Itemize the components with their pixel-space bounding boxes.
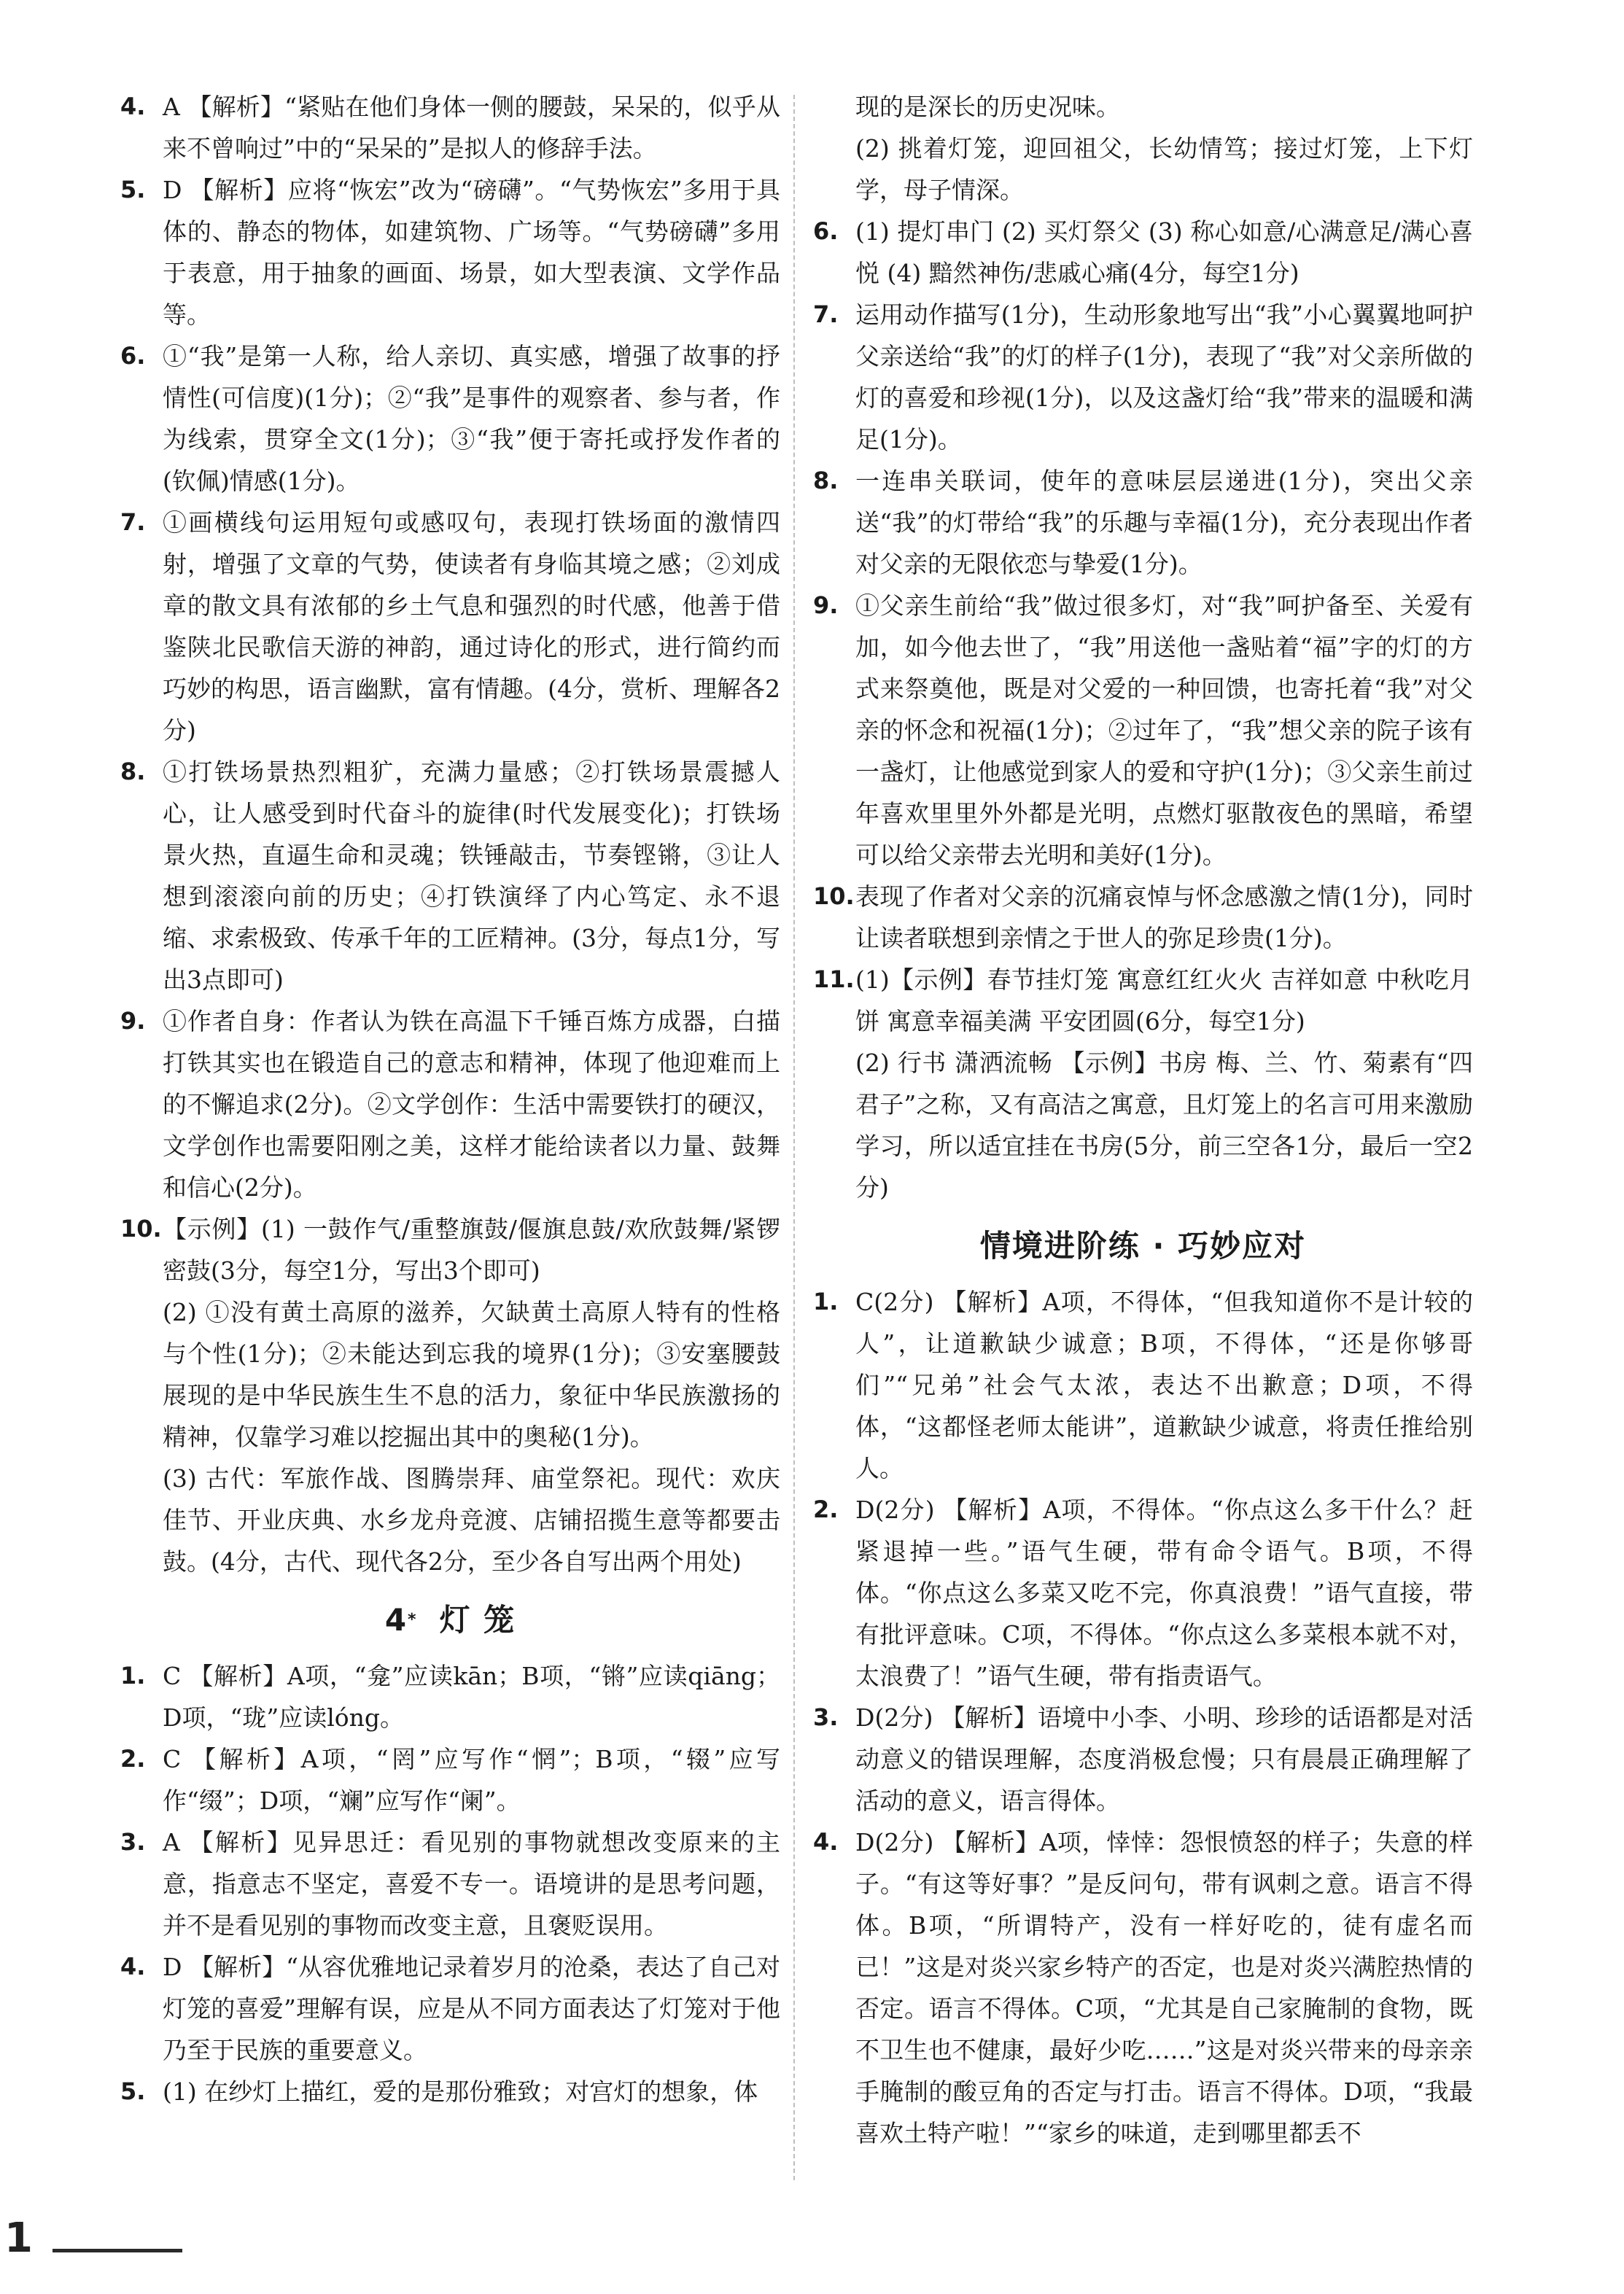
answer-text: C 【解析】A项，“罔”应写作“惘”；B项，“辍”应写作“缀”；D项，“斓”应写作“阑”。 [163, 1745, 780, 1815]
answer-item [120, 1738, 780, 1821]
answer-text: D 【解析】“从容优雅地记录着岁月的沧桑，表达了自己对灯笼的喜爱”理解有误，应是从不同方面表达了灯笼对于他乃至于民族的重要意义。 [163, 1953, 780, 2064]
answer-item [120, 1655, 780, 1738]
answer-text: 表现了作者对父亲的沉痛哀悼与怀念感激之情(1分)，同时让读者联想到亲情之于世人的弥足珍贵(1分)。 [855, 882, 1473, 952]
answer-number: 6. [813, 217, 839, 245]
lesson-title [120, 1598, 780, 1642]
answer-text: C 【解析】A项，“龛”应读kān；B项，“锵”应读qiāng；D项，“珑”应读lóng。 [163, 1662, 780, 1732]
continued-text-1: 现的是深长的历史况味。 [855, 93, 1120, 121]
left-answers-bottom [120, 1655, 780, 2112]
answer-item [813, 1821, 1473, 2154]
answer-text: (1) 在纱灯上描红，爱的是那份雅致；对宫灯的想象，体 [163, 2077, 758, 2106]
answer-number: 1. [813, 1288, 839, 1315]
answer-number: 9. [813, 591, 839, 619]
answer-item [813, 1281, 1473, 1489]
answer-text: (1) 提灯串门 (2) 买灯祭父 (3) 称心如意/心满意足/满心喜悦 (4) 黯然神伤/悲戚心痛(4分，每空1分) [855, 217, 1473, 287]
answer-number: 7. [120, 508, 146, 536]
answer-text: ①作者自身：作者认为铁在高温下千锤百炼方成器，白描打铁其实也在锻造自己的意志和精神，体现了他迎难而上的不懈追求(2分)。②文学创作：生活中需要铁打的硬汉，文学创作也需要阳刚之美，这样才能给读者以力量、鼓舞和信心(2分)。 [163, 1007, 780, 1202]
answer-text: D(2分) 【解析】语境中小李、小明、珍珍的话语都是对活动意义的错误理解，态度消极怠慢；只有晨晨正确理解了活动的意义，语言得体。 [855, 1703, 1473, 1815]
answer-item [120, 1000, 780, 1208]
answer-number: 5. [120, 2077, 146, 2105]
answer-item [813, 294, 1473, 460]
right-answers-bottom [813, 1281, 1473, 2154]
answer-item [120, 169, 780, 335]
answer-item [813, 1489, 1473, 1697]
answer-item [813, 211, 1473, 294]
answer-item [120, 1208, 780, 1582]
answer-number: 5. [120, 176, 146, 203]
answer-text: A 【解析】“紧贴在他们身体一侧的腰鼓，呆呆的，似乎从来不曾响过”中的“呆呆的”是拟人的修辞手法。 [163, 93, 780, 163]
answer-text: A 【解析】见异思迁：看见别的事物就想改变原来的主意，指意志不坚定，喜爱不专一。语境讲的是思考问题，并不是看见别的事物而改变主意，且褒贬误用。 [163, 1828, 780, 1940]
answer-number: 4. [120, 93, 146, 120]
answer-text: ①“我”是第一人称，给人亲切、真实感，增强了故事的抒情性(可信度)(1分)；②“我”是事件的观察者、参与者，作为线索，贯穿全文(1分)；③“我”便于寄托或抒发作者的(钦佩)情感(1分)。 [163, 342, 780, 495]
answer-text: ①打铁场景热烈粗犷，充满力量感；②打铁场景震撼人心，让人感受到时代奋斗的旋律(时代发展变化)；打铁场景火热，直逼生命和灵魂；铁锤敲击，节奏铿锵，③让人想到滚滚向前的历史；④打铁演绎了内心笃定、永不退缩、求索极致、传承千年的工匠精神。(3分，每点1分，写出3点即可) [163, 758, 780, 994]
answer-item [120, 1821, 780, 1946]
right-answers-top [813, 211, 1473, 1208]
answer-item [120, 751, 780, 1000]
answer-text: ①画横线句运用短句或感叹句，表现打铁场面的激情四射，增强了文章的气势，使读者有身临其境之感；②刘成章的散文具有浓郁的乡土气息和强烈的时代感，他善于借鉴陕北民歌信天游的神韵，通过诗化的形式，进行简约而巧妙的构思，语言幽默，富有情趣。(4分，赏析、理解各2分) [163, 508, 780, 744]
answer-text: D(2分) 【解析】A项，不得体。“你点这么多干什么？赶紧退掉一些。”语气生硬，带有命令语气。B项，不得体。“你点这么多菜又吃不完，你真浪费！”语气直接，带有批评意味。C项，不得体。“你点这么多菜根本就不对，太浪费了！”语气生硬，带有指责语气。 [855, 1496, 1473, 1690]
answer-number: 2. [813, 1496, 839, 1523]
answer-item [120, 1946, 780, 2071]
answer-subpart: (3) 古代：军旅作战、图腾崇拜、庙堂祭祀。现代：欢庆佳节、开业庆典、水乡龙舟竞渡、店铺招揽生意等都要击鼓。(4分，古代、现代各2分，至少各自写出两个用处) [163, 1464, 780, 1576]
answer-number: 11. [813, 965, 855, 993]
answer-number: 4. [813, 1828, 839, 1856]
answer-item [120, 2071, 780, 2112]
answer-subpart: (2) 行书 潇洒流畅 【示例】书房 梅、兰、竹、菊素有“四君子”之称，又有高洁之寓意，且灯笼上的名言可用来激励学习，所以适宜挂在书房(5分，前三空各1分，最后一空2分) [855, 1049, 1473, 1202]
page-number: 1 [4, 2215, 33, 2262]
answer-number: 9. [120, 1007, 146, 1035]
answer-subpart: (2) ①没有黄土高原的滋养，欠缺黄土高原人特有的性格与个性(1分)；②未能达到忘我的境界(1分)；③安塞腰鼓展现的是中华民族生生不息的活力，象征中华民族激扬的精神，仅靠学习难以挖掘出其中的奥秘(1分)。 [163, 1298, 780, 1451]
answer-number: 10. [813, 882, 855, 910]
answer-item [120, 86, 780, 169]
answer-item [120, 335, 780, 502]
answer-number: 4. [120, 1953, 146, 1980]
answer-text: (1)【示例】春节挂灯笼 寓意红红火火 吉祥如意 中秋吃月饼 寓意幸福美满 平安团圆(6分，每空1分) [855, 965, 1473, 1035]
answer-text: 【示例】(1) 一鼓作气/重整旗鼓/偃旗息鼓/欢欣鼓舞/紧锣密鼓(3分，每空1分，写出3个即可) [163, 1215, 780, 1285]
answer-item [813, 460, 1473, 585]
footer-rule [53, 2249, 182, 2252]
continued-answer [813, 86, 1473, 211]
answer-item [813, 959, 1473, 1208]
answer-text: 运用动作描写(1分)，生动形象地写出“我”小心翼翼地呵护父亲送给“我”的灯的样子(1分)，表现了“我”对父亲所做的灯的喜爱和珍视(1分)，以及这盏灯给“我”带来的温暖和满足(1分)。 [855, 300, 1473, 454]
left-answers-top [120, 86, 780, 1582]
answer-item [813, 876, 1473, 959]
left-column [120, 86, 780, 2112]
practice-section-title: 情境进阶练 · 巧妙应对 [979, 1228, 1307, 1264]
column-divider [793, 95, 795, 2180]
answer-number: 3. [813, 1703, 839, 1731]
answer-number: 3. [120, 1828, 146, 1856]
answer-text: C(2分) 【解析】A项，不得体，“但我知道你不是计较的人”，让道歉缺少诚意；B项，不得体，“还是你够哥们”“兄弟”社会气太浓，表达不出歉意；D项，不得体，“这都怪老师太能讲”，道歉缺少诚意，将责任推给别人。 [855, 1288, 1473, 1482]
answer-number: 6. [120, 342, 146, 370]
right-column [813, 86, 1473, 2154]
answer-number: 8. [120, 758, 146, 785]
answer-text: D(2分) 【解析】A项，悻悻：怨恨愤怒的样子；失意的样子。“有这等好事？”是反问句，带有讽刺之意。语言不得体。B项，“所谓特产，没有一样好吃的，徒有虚名而已！”这是对炎兴家乡特产的否定，也是对炎兴满腔热情的否定。语言不得体。C项，“尤其是自己家腌制的食物，既不卫生也不健康，最好少吃……”这是对炎兴带来的母亲亲手腌制的酸豆角的否定与打击。语言不得体。D项，“我最喜欢土特产啦！”“家乡的味道，走到哪里都丢不 [855, 1828, 1473, 2147]
answer-item [120, 502, 780, 751]
answer-text: ①父亲生前给“我”做过很多灯，对“我”呵护备至、关爱有加，如今他去世了，“我”用送他一盏贴着“福”字的灯的方式来祭奠他，既是对父爱的一种回馈，也寄托着“我”对父亲的怀念和祝福(1分)；②过年了，“我”想父亲的院子该有一盏灯，让他感觉到家人的爱和守护(1分)；③父亲生前过年喜欢里里外外都是光明，点燃灯驱散夜色的黑暗，希望可以给父亲带去光明和美好(1分)。 [855, 591, 1473, 869]
lesson-star-mark: * [408, 1611, 418, 1629]
answer-item [813, 585, 1473, 876]
answer-number: 8. [813, 467, 839, 494]
answer-number: 2. [120, 1745, 146, 1773]
lesson-name: 灯 笼 [439, 1602, 516, 1638]
answer-text: D 【解析】应将“恢宏”改为“磅礴”。“气势恢宏”多用于具体的、静态的物体，如建筑物、广场等。“气势磅礴”多用于表意，用于抽象的画面、场景，如大型表演、文学作品等。 [163, 176, 780, 329]
continued-text-2: (2) 挑着灯笼，迎回祖父，长幼情笃；接过灯笼，上下灯学，母子情深。 [855, 134, 1473, 204]
answer-number: 7. [813, 300, 839, 328]
answer-text: 一连串关联词，使年的意味层层递进(1分)，突出父亲送“我”的灯带给“我”的乐趣与幸福(1分)，充分表现出作者对父亲的无限依恋与挚爱(1分)。 [855, 467, 1473, 578]
lesson-number: 4 [384, 1602, 408, 1638]
answer-number: 1. [120, 1662, 146, 1690]
answer-item [813, 1697, 1473, 1821]
answer-number: 10. [120, 1215, 162, 1243]
